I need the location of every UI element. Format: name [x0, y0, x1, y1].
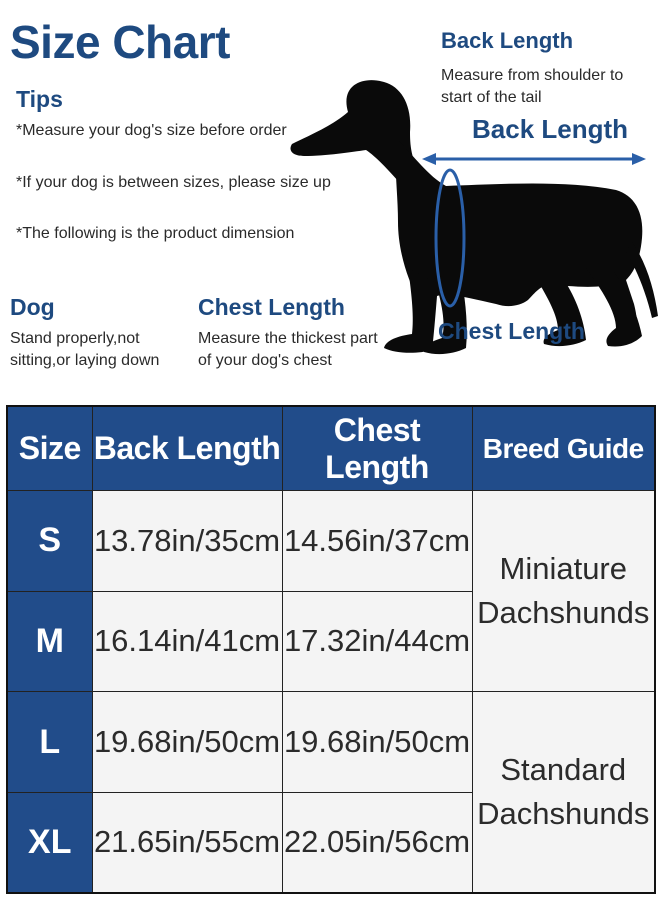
chest-length-description: Measure the thickest part of your dog's chest [198, 330, 378, 369]
chest-length-cell: 14.56in/37cm [282, 491, 472, 592]
chest-length-heading: Chest Length [198, 294, 345, 320]
page-title: Size Chart [10, 16, 230, 68]
breed-guide-line: Dachshunds [477, 595, 650, 631]
header-size: Size [7, 406, 92, 491]
size-cell: XL [7, 792, 92, 893]
size-cell: S [7, 491, 92, 592]
dog-heading: Dog [10, 294, 55, 320]
back-length-cell: 16.14in/41cm [92, 591, 282, 692]
tip-item: *If your dog is between sizes, please size up [16, 174, 331, 191]
size-cell: M [7, 591, 92, 692]
back-length-description: Measure from shoulder to start of the tail [441, 67, 624, 106]
table-row [7, 692, 655, 793]
chest-length-cell: 17.32in/44cm [282, 591, 472, 692]
back-length-cell: 19.68in/50cm [92, 692, 282, 793]
tips-heading: Tips [16, 86, 63, 112]
size-cell: L [7, 692, 92, 793]
tip-item: *Measure your dog's size before order [16, 122, 287, 139]
breed-guide-cell [472, 491, 655, 692]
back-length-cell: 21.65in/55cm [92, 792, 282, 893]
chest-length-cell: 22.05in/56cm [282, 792, 472, 893]
breed-guide-line: Standard [500, 752, 627, 788]
breed-guide-line: Miniature [499, 551, 627, 587]
back-length-heading: Back Length [441, 28, 574, 53]
header-chest-length: Chest Length [282, 406, 472, 491]
table-row [7, 491, 655, 592]
back-length-cell: 13.78in/35cm [92, 491, 282, 592]
tip-item: *The following is the product dimension [16, 225, 295, 242]
header-back-length: Back Length [92, 406, 282, 491]
size-chart-table [6, 405, 656, 894]
breed-guide-cell [472, 692, 655, 893]
dog-description: Stand properly,not sitting,or laying down [10, 330, 160, 369]
chest-length-loop-label: Chest Length [438, 318, 585, 344]
header-breed-guide: Breed Guide [472, 406, 655, 491]
back-length-arrow-label: Back Length [472, 114, 629, 144]
chest-length-cell: 19.68in/50cm [282, 692, 472, 793]
breed-guide-line: Dachshunds [477, 796, 650, 832]
table-header-row [7, 406, 655, 491]
